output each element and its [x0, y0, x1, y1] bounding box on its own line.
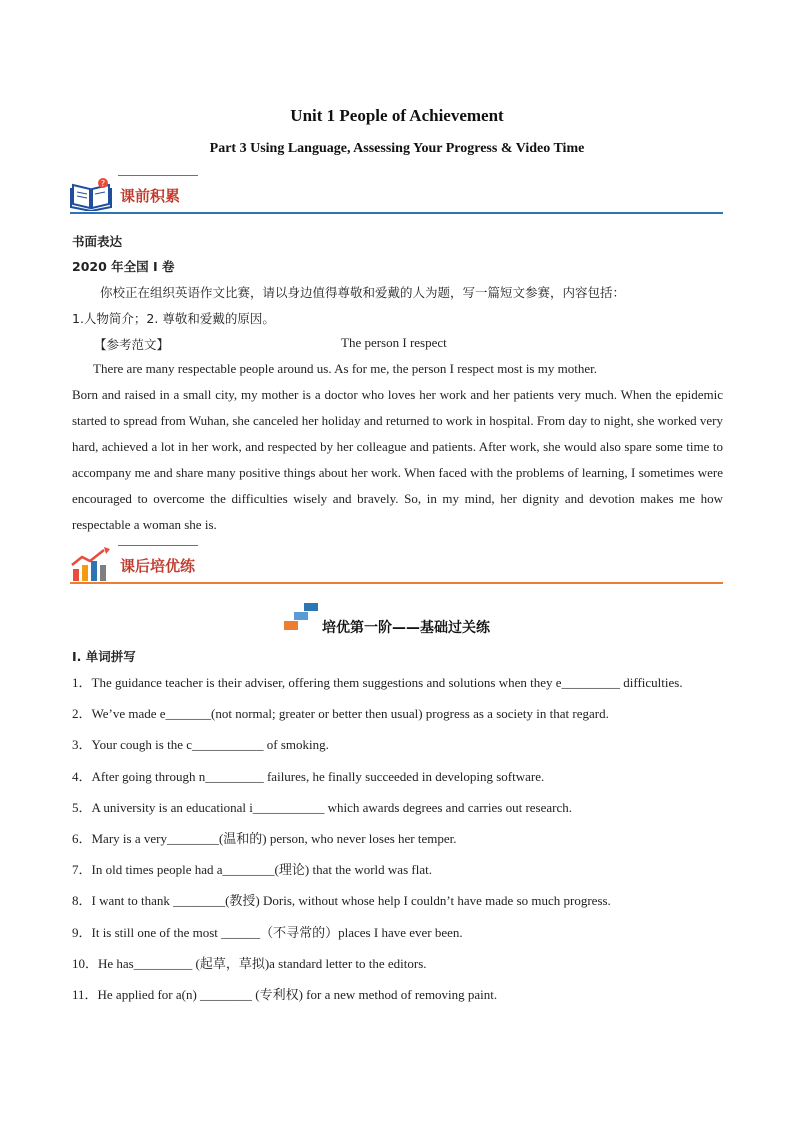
writing-source: 2020 年全国 I 卷 — [72, 259, 175, 274]
svg-text:?: ? — [100, 179, 106, 188]
question-item: 3．Your cough is the c___________ of smoking. — [72, 737, 329, 753]
question-item: 6．Mary is a very________(温和的) person, who never loses her temper. — [72, 830, 457, 846]
question-list — [72, 672, 732, 1015]
question-item: 1．The guidance teacher is their adviser, offering them suggestions and solutions when they e_________ difficulties. — [72, 675, 683, 690]
question-item: 11．He applied for a(n) ________ (专利权) for a new method of removing paint. — [72, 986, 498, 1002]
stage-heading — [0, 603, 794, 635]
essay-body: Born and raised in a small city, my mother is a doctor who loves her work and her patients very much. When the epidemic started to spread from Wuhan, she canceled her holiday and returned to work in hospital. From day to night, she worked very hard, achieved a lot in her work, and respected by her colleague and patients. After work, she would also spare some time to accompany me and share many positive things about her work. When faced with the problems of learning, I sometimes were encouraged to overcome the difficulties wisely and bravely. So, in my mind, her dignity and devotion makes me how respectable a woman she is. — [72, 387, 723, 532]
growth-chart-icon — [70, 547, 112, 581]
stage-label: 培优第一阶——基础过关练 — [322, 620, 490, 636]
question-item: 4．After going through n_________ failures, he finally succeeded in developing software. — [72, 768, 545, 784]
open-book-icon — [70, 177, 112, 211]
question-item: 7．In old times people had a________(理论) that the world was flat. — [72, 862, 432, 878]
writing-points: 1.人物简介；2. 尊敬和爱戴的原因。 — [72, 311, 275, 326]
section-header-pre-class — [70, 175, 723, 215]
question-item: 9．It is still one of the most ______（不寻常的）places I have ever been. — [72, 924, 463, 940]
question-item: 5．A university is an educational i___________ which awards degrees and carries out research. — [72, 799, 572, 815]
page-subtitle: Part 3 Using Language, Assessing Your Progress & Video Time — [209, 141, 585, 156]
section-header-after-class — [70, 545, 723, 585]
question-item: 10．He has_________ (起草，草拟)a standard letter to the editors. — [72, 955, 427, 971]
writing-prompt: 你校正在组织英语作文比赛，请以身边值得尊敬和爱戴的人为题，写一篇短文参赛，内容包括： — [100, 285, 626, 300]
exercise-heading: I. 单词拼写 — [72, 649, 136, 664]
section-label: 课后培优练 — [120, 557, 196, 575]
stairs-icon — [284, 603, 320, 631]
section-label: 课前积累 — [120, 187, 181, 205]
question-item: 8．I want to thank ________(教授) Doris, without whose help I couldn’t have made so much progress. — [72, 893, 611, 909]
page-title: Unit 1 People of Achievement — [290, 106, 504, 125]
reference-label: 【参考范文】 — [94, 337, 170, 352]
question-item: 2．We’ve made e_______(not normal; greater or better then usual) progress as a society in that regard. — [72, 706, 609, 722]
writing-heading: 书面表达 — [72, 234, 123, 249]
essay-title: The person I respect — [341, 335, 447, 350]
essay-first-line: There are many respectable people around us. As for me, the person I respect most is my mother. — [93, 361, 597, 376]
